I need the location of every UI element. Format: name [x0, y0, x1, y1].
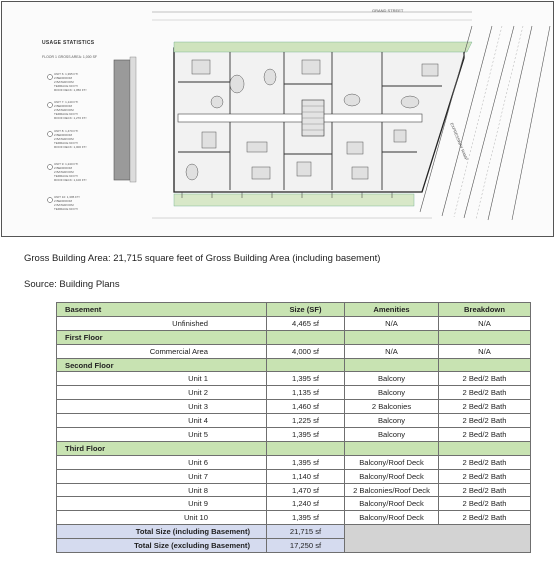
table-row [57, 386, 531, 400]
table-cell: Unit 2 [57, 386, 267, 400]
table-cell: Balcony/Roof Deck [345, 511, 439, 525]
unit-key-line: ROOF DECK: 1,270 FT² [54, 116, 87, 120]
table-cell: N/A [345, 344, 439, 358]
street-label: GRAND STREET [372, 8, 404, 13]
unit-key-9 [54, 162, 87, 182]
table-cell: 1,470 sf [267, 483, 345, 497]
table-cell: N/A [345, 316, 439, 330]
table-cell: 4,000 sf [267, 344, 345, 358]
unit-key-line: 2 BATHROOM [54, 80, 74, 84]
unit-key-line: UNIT 8: 1,470 FT² [54, 129, 79, 133]
table-cell: 1,135 sf [267, 386, 345, 400]
unit-key-line: 2 BATHROOM [54, 203, 74, 207]
unit-key-line: 2 BEDROOM [54, 133, 73, 137]
table-cell: N/A [439, 344, 531, 358]
table-cell: Unit 5 [57, 428, 267, 442]
table-cell: Unit 8 [57, 483, 267, 497]
unit-key-10 [54, 195, 80, 211]
total-row [57, 525, 531, 539]
total-value: 21,715 sf [267, 525, 345, 539]
unit-key-line: ROOF DECK: 1,050 FT² [54, 88, 87, 92]
table-header-cell: Amenities [345, 303, 439, 317]
table-cell: 2 Bed/2 Bath [439, 469, 531, 483]
unit-key-line: TERRACE 90 FT² [54, 112, 79, 116]
table-cell: 2 Balconies [345, 400, 439, 414]
table-header-cell: Basement [57, 303, 267, 317]
unit-key-7 [54, 100, 87, 120]
table-row [57, 511, 531, 525]
unit-key-8 [54, 129, 87, 149]
table-cell: Balcony [345, 414, 439, 428]
total-label: Total Size (excluding Basement) [57, 539, 267, 553]
table-row [57, 497, 531, 511]
unit-key-line: ROOF DECK: 1,100 FT² [54, 178, 87, 182]
table-cell: 1,225 sf [267, 414, 345, 428]
section-spacer [267, 330, 345, 344]
table-cell: Unit 4 [57, 414, 267, 428]
unit-key-line: UNIT 6: 1,395 FT² [54, 72, 79, 76]
unit-key-line: 2 BEDROOM [54, 104, 73, 108]
unit-key-line: ROOF DECK: 1,000 FT² [54, 145, 87, 149]
blank-cell [345, 525, 531, 553]
table-row [57, 469, 531, 483]
table-cell: 2 Bed/2 Bath [439, 511, 531, 525]
table-cell: Commercial Area [57, 344, 267, 358]
section-header-row [57, 441, 531, 455]
table-cell: 1,395 sf [267, 428, 345, 442]
unit-key-line: TERRACE 90 FT² [54, 174, 79, 178]
table-cell: Unfinished [57, 316, 267, 330]
section-header-row [57, 358, 531, 372]
table-cell: 1,460 sf [267, 400, 345, 414]
table-cell: Balcony [345, 372, 439, 386]
unit-key-line: UNIT 10: 1,395 FT² [54, 195, 80, 199]
table-cell: Unit 1 [57, 372, 267, 386]
table-cell: Balcony/Roof Deck [345, 497, 439, 511]
table-cell: Balcony [345, 428, 439, 442]
table-cell: 2 Bed/2 Bath [439, 386, 531, 400]
table-row [57, 316, 531, 330]
table-header-cell: Breakdown [439, 303, 531, 317]
table-cell: 4,465 sf [267, 316, 345, 330]
table-row [57, 400, 531, 414]
section-title: Third Floor [57, 441, 267, 455]
floor-plan-drawing [1, 1, 554, 237]
table-row [57, 428, 531, 442]
unit-key-line: UNIT 9: 1,240 FT² [54, 162, 79, 166]
unit-key-6 [54, 72, 87, 92]
table-cell: 1,395 sf [267, 455, 345, 469]
table-row [57, 455, 531, 469]
usage-statistics-subtitle: FLOOR 1 GROSS AREA: 1,000 SF [42, 55, 98, 59]
table-cell: 2 Bed/2 Bath [439, 483, 531, 497]
table-cell: 2 Bed/2 Bath [439, 497, 531, 511]
table-row [57, 414, 531, 428]
table-row [57, 483, 531, 497]
unit-key-line: TERRACE 90 FT² [54, 84, 79, 88]
table-cell: 2 Bed/2 Bath [439, 414, 531, 428]
section-spacer [345, 358, 439, 372]
section-spacer [439, 330, 531, 344]
table-cell: 1,395 sf [267, 511, 345, 525]
table-cell: 1,140 sf [267, 469, 345, 483]
table-cell: 2 Bed/2 Bath [439, 400, 531, 414]
unit-key-line: TERRACE 90 FT² [54, 207, 79, 211]
section-header-row [57, 330, 531, 344]
table-cell: 2 Bed/2 Bath [439, 455, 531, 469]
table-cell: 1,240 sf [267, 497, 345, 511]
section-spacer [345, 441, 439, 455]
table-cell: Balcony [345, 386, 439, 400]
section-spacer [267, 441, 345, 455]
unit-key-line: UNIT 7: 1,140 FT² [54, 100, 79, 104]
unit-key-line: 2 BATHROOM [54, 108, 74, 112]
section-title: Second Floor [57, 358, 267, 372]
table-cell: Unit 3 [57, 400, 267, 414]
unit-key-line: 2 BATHROOM [54, 170, 74, 174]
gross-building-area-caption: Gross Building Area: 21,715 square feet of Gross Building Area (including basement) [24, 253, 381, 264]
total-value: 17,250 sf [267, 539, 345, 553]
section-spacer [267, 358, 345, 372]
total-label: Total Size (including Basement) [57, 525, 267, 539]
side-street-label: EXPRESSWAY RAMP [449, 122, 470, 162]
table-cell: Unit 7 [57, 469, 267, 483]
table-cell: 2 Bed/2 Bath [439, 428, 531, 442]
table-cell: Unit 6 [57, 455, 267, 469]
table-cell: Balcony/Roof Deck [345, 455, 439, 469]
table-cell: 2 Bed/2 Bath [439, 372, 531, 386]
unit-breakdown-table [56, 302, 531, 553]
table-header-cell: Size (SF) [267, 303, 345, 317]
unit-key-line: 2 BATHROOM [54, 137, 74, 141]
table-cell: 1,395 sf [267, 372, 345, 386]
unit-key-line: TERRACE 90 FT² [54, 141, 79, 145]
table-row [57, 344, 531, 358]
table-cell: Unit 10 [57, 511, 267, 525]
table-cell: Unit 9 [57, 497, 267, 511]
source-caption: Source: Building Plans [24, 279, 120, 290]
table-cell: N/A [439, 316, 531, 330]
section-spacer [439, 441, 531, 455]
unit-key-line: 2 BEDROOM [54, 76, 73, 80]
table-cell: Balcony/Roof Deck [345, 469, 439, 483]
usage-statistics-title: USAGE STATISTICS [42, 40, 95, 46]
table-row [57, 372, 531, 386]
table-header-row [57, 303, 531, 317]
unit-key-line: 2 BEDROOM [54, 199, 73, 203]
section-spacer [345, 330, 439, 344]
section-spacer [439, 358, 531, 372]
unit-key-line: 2 BEDROOM [54, 166, 73, 170]
section-title: First Floor [57, 330, 267, 344]
table-cell: 2 Balconies/Roof Deck [345, 483, 439, 497]
